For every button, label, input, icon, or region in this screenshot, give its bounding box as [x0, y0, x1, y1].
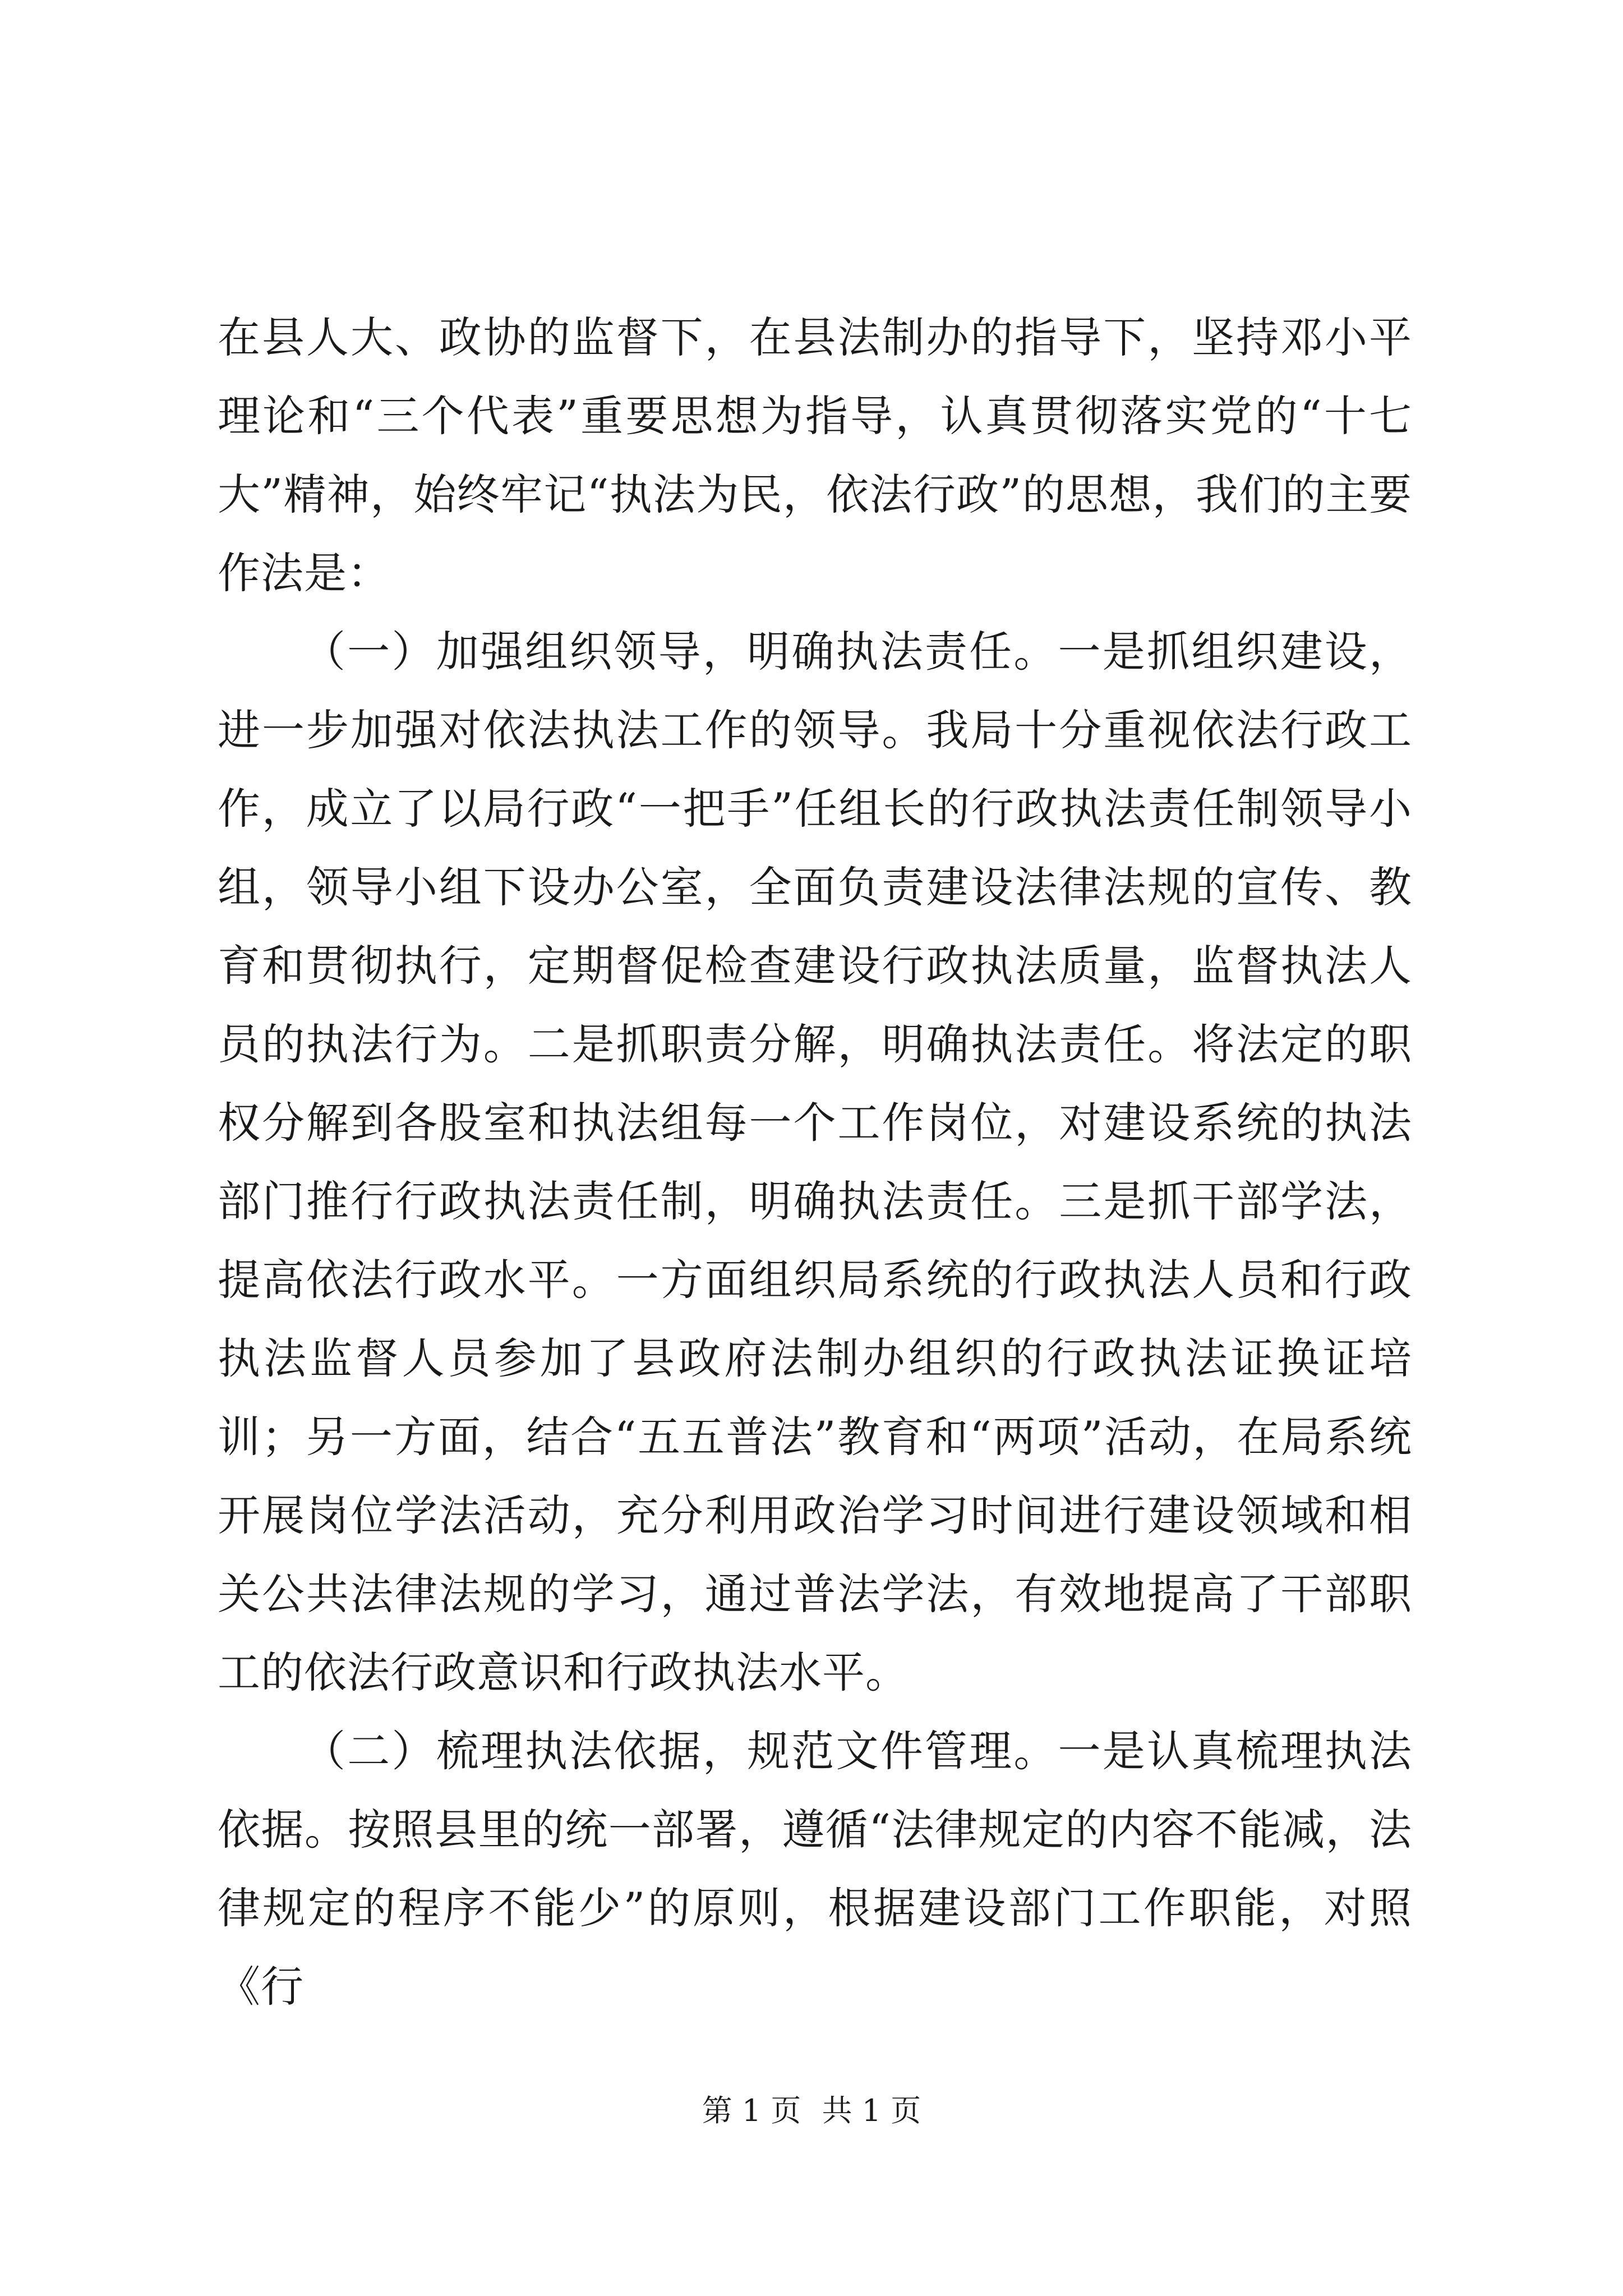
page-number: 第 1 页	[702, 2093, 801, 2128]
page-total: 共 1 页	[822, 2093, 921, 2128]
document-body	[218, 298, 1412, 2026]
page-footer	[0, 2087, 1623, 2130]
paragraph-section-one: （一）加强组织领导，明确执法责任。一是抓组织建设，进一步加强对依法执法工作的领导。我局十分重视依法行政工作，成立了以局行政“一把手”任组长的行政执法责任制领导小组，领导小组下设办公室，全面负责建设法律法规的宣传、教育和贯彻执行，定期督促检查建设行政执法质量，监督执法人员的执法行为。二是抓职责分解，明确执法责任。将法定的职权分解到各股室和执法组每一个工作岗位，对建设系统的执法部门推行行政执法责任制，明确执法责任。三是抓干部学法，提高依法行政水平。一方面组织局系统的行政执法人员和行政执法监督人员参加了县政府法制办组织的行政执法证换证培训；另一方面，结合“五五普法”教育和“两项”活动，在局系统开展岗位学法活动，充分利用政治学习时间进行建设领域和相关公共法律法规的学习，通过普法学法，有效地提高了干部职工的依法行政意识和行政执法水平。	[218, 627, 1412, 1697]
paragraph-section-two: （二）梳理执法依据，规范文件管理。一是认真梳理执法依据。按照县里的统一部署，遵循“法律规定的内容不能减，法律规定的程序不能少”的原则，根据建设部门工作职能，对照《行	[218, 1726, 1412, 2012]
paragraph-intro: 在县人大、政协的监督下，在县法制办的指导下，坚持邓小平理论和“三个代表”重要思想为指导，认真贯彻落实党的“十七大”精神，始终牢记“执法为民，依法行政”的思想，我们的主要作法是：	[218, 312, 1412, 598]
